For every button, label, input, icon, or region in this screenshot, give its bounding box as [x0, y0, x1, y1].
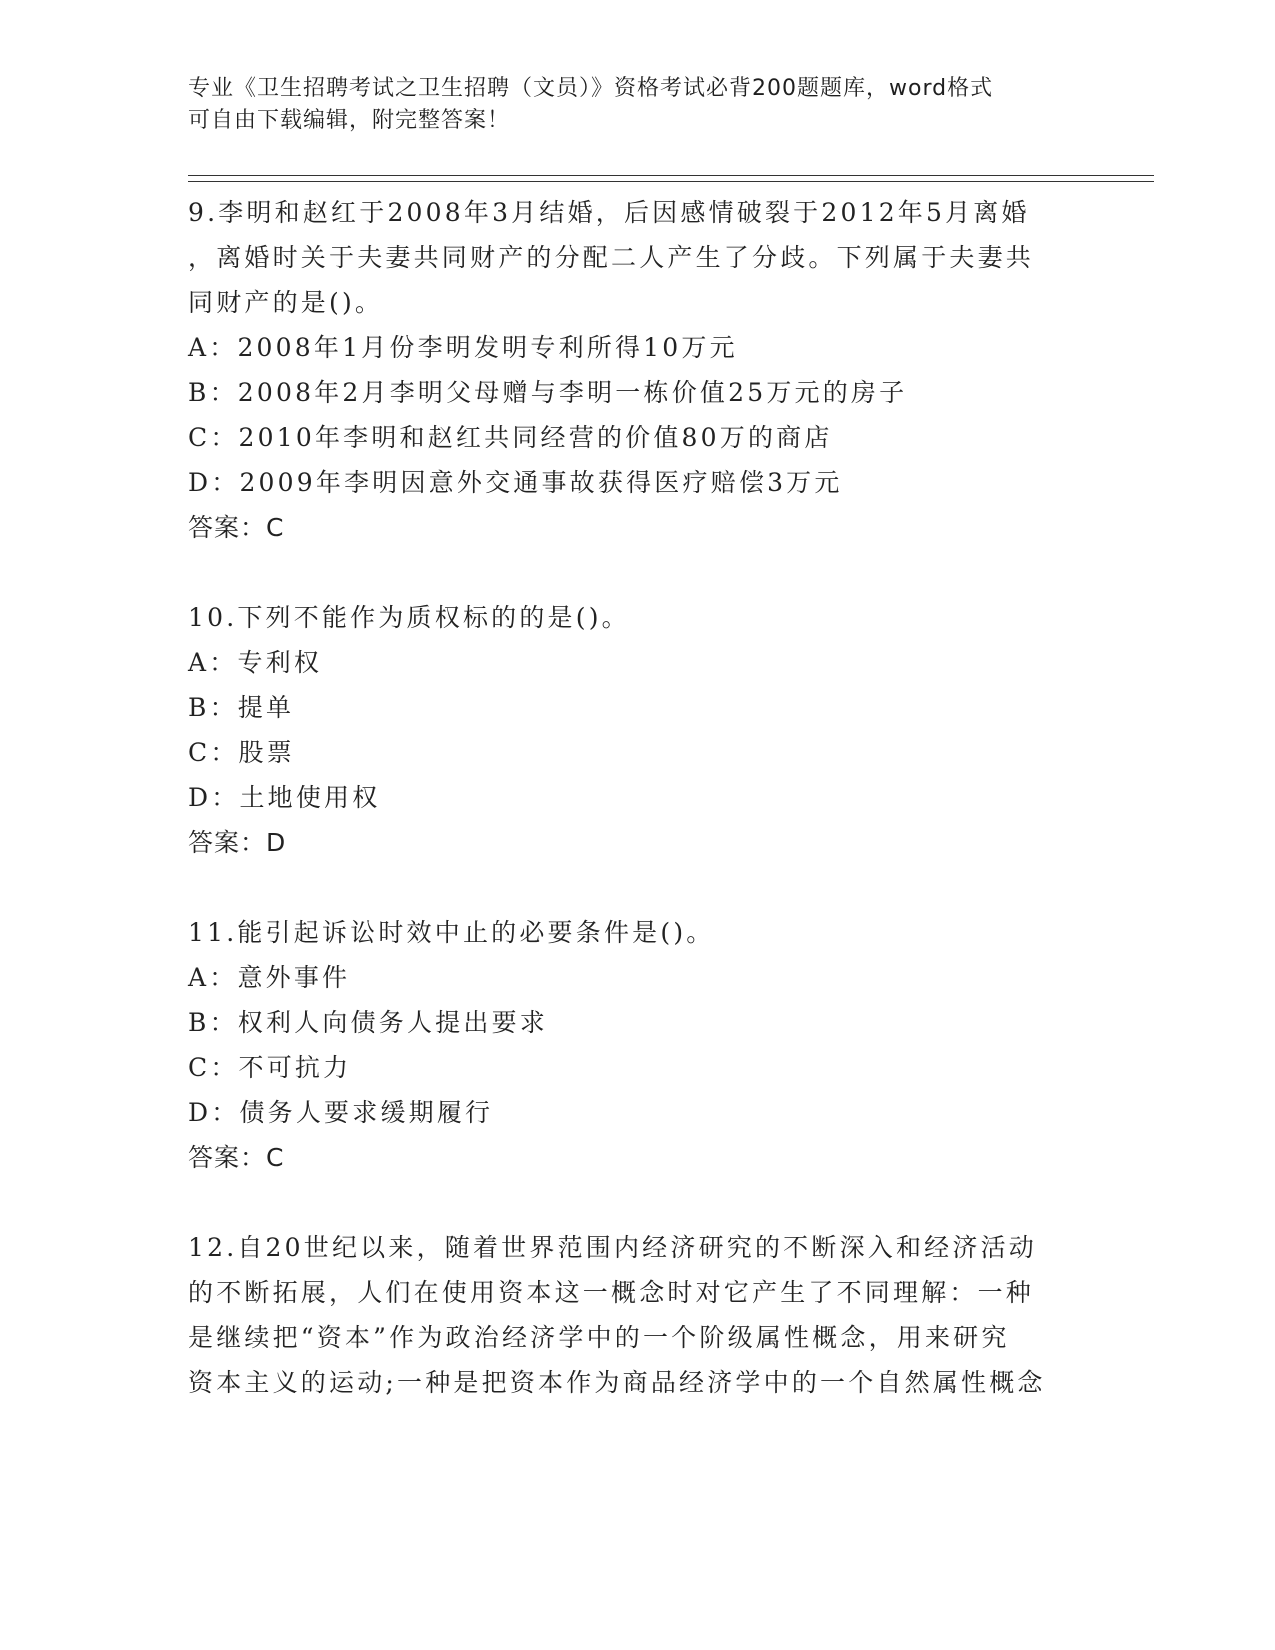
option-a: A：意外事件 — [188, 963, 351, 992]
question-block — [188, 595, 1088, 865]
option-b: B：2008年2月李明父母赠与李明一栋价值25万元的房子 — [188, 378, 908, 407]
option-d: D：土地使用权 — [188, 783, 381, 812]
spacer — [188, 1180, 1088, 1225]
option-d: D：2009年李明因意外交通事故获得医疗赔偿3万元 — [188, 468, 843, 497]
header-divider-bottom — [188, 181, 1154, 182]
header-divider-top — [188, 175, 1154, 176]
header-line-2: 可自由下载编辑，附完整答案！ — [188, 108, 511, 133]
option-c: C：不可抗力 — [188, 1053, 352, 1082]
option-a: A：专利权 — [188, 648, 323, 677]
answer-line: 答案：C — [188, 513, 285, 542]
question-block — [188, 910, 1088, 1180]
spacer — [188, 550, 1088, 595]
question-stem-line: 是继续把“资本”作为政治经济学中的一个阶级属性概念，用来研究 — [188, 1323, 1010, 1352]
answer-line: 答案：D — [188, 828, 287, 857]
option-d: D：债务人要求缓期履行 — [188, 1098, 494, 1127]
option-a: A：2008年1月份李明发明专利所得10万元 — [188, 333, 738, 362]
question-stem-line: 资本主义的运动;一种是把资本作为商品经济学中的一个自然属性概念 — [188, 1368, 1046, 1397]
option-b: B：权利人向债务人提出要求 — [188, 1008, 548, 1037]
option-b: B：提单 — [188, 693, 295, 722]
question-stem-line: 11.能引起诉讼时效中止的必要条件是()。 — [188, 918, 715, 947]
question-stem-line: 9.李明和赵红于2008年3月结婚，后因感情破裂于2012年5月离婚 — [188, 198, 1030, 227]
question-stem-line: ，离婚时关于夫妻共同财产的分配二人产生了分歧。下列属于夫妻共 — [188, 243, 1035, 272]
option-c: C：2010年李明和赵红共同经营的价值80万的商店 — [188, 423, 833, 452]
question-list — [188, 190, 1088, 1405]
question-stem-line: 的不断拓展，人们在使用资本这一概念时对它产生了不同理解：一种 — [188, 1278, 1035, 1307]
question-stem-line: 12.自20世纪以来，随着世界范围内经济研究的不断深入和经济活动 — [188, 1233, 1037, 1262]
document-header — [188, 73, 1088, 137]
question-stem-line: 10.下列不能作为质权标的的是()。 — [188, 603, 630, 632]
spacer — [188, 865, 1088, 910]
question-block — [188, 190, 1088, 550]
header-line-1: 专业《卫生招聘考试之卫生招聘（文员）》资格考试必背200题题库，word格式 — [188, 76, 994, 101]
answer-line: 答案：C — [188, 1143, 285, 1172]
question-stem-line: 同财产的是()。 — [188, 288, 384, 317]
question-block — [188, 1225, 1088, 1405]
option-c: C：股票 — [188, 738, 295, 767]
